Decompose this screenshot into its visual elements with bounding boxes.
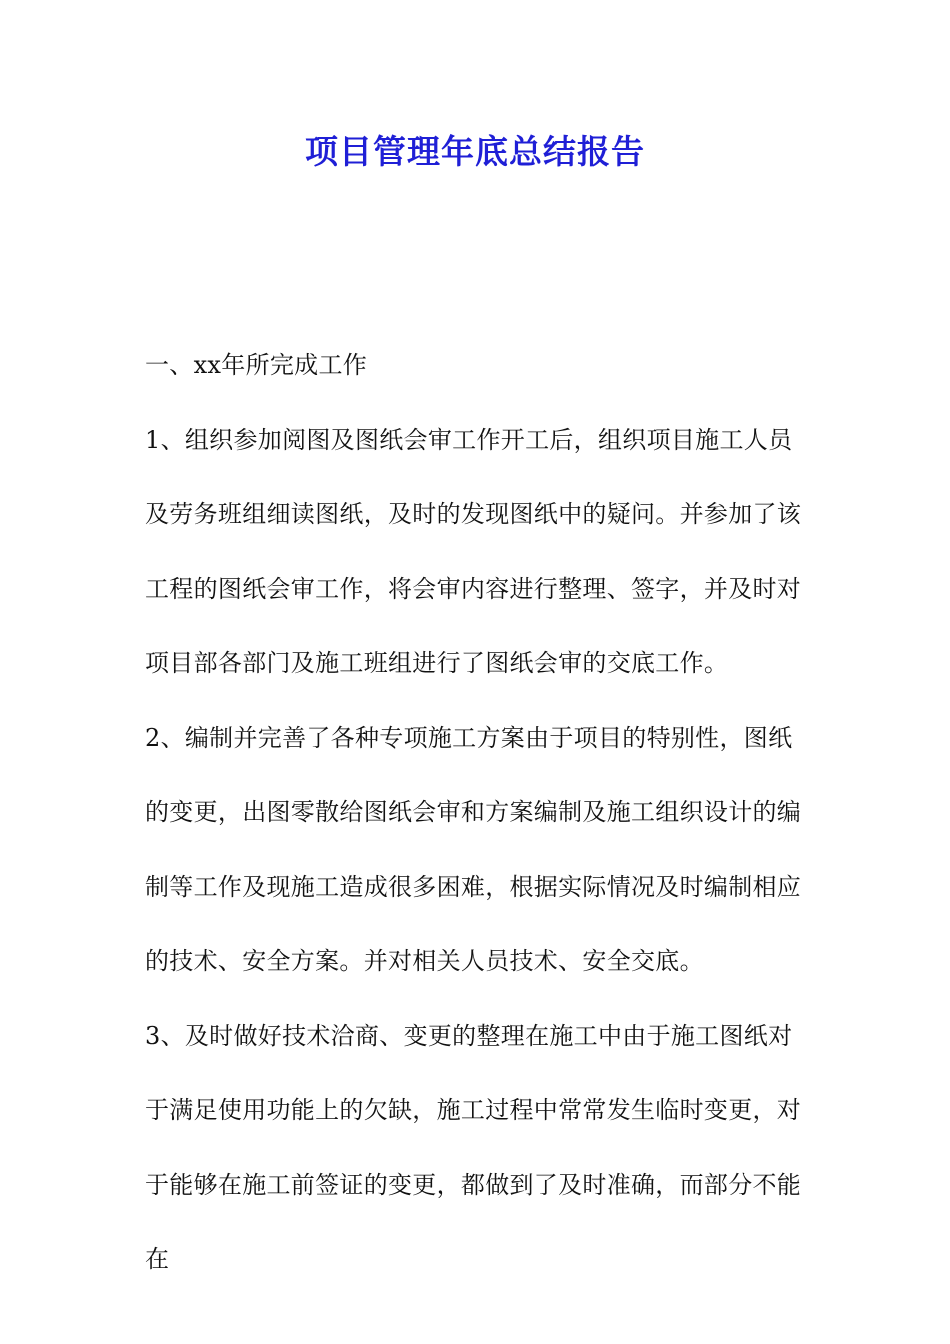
document-body (145, 328, 807, 1297)
paragraph-3: 3、及时做好技术洽商、变更的整理在施工中由于施工图纸对于满足使用功能上的欠缺，施工过程中常常发生临时变更，对于能够在施工前签证的变更，都做到了及时准确，而部分不能在 (145, 1021, 802, 1273)
paragraph-1: 1、组织参加阅图及图纸会审工作开工后，组织项目施工人员及劳务班组细读图纸，及时的发现图纸中的疑问。并参加了该工程的图纸会审工作，将会审内容进行整理、签字，并及时对项目部各部门及施工班组进行了图纸会审的交底工作。 (145, 425, 802, 677)
section-heading: 一、xx年所完成工作 (145, 351, 368, 379)
document-title: 项目管理年底总结报告 (305, 132, 645, 171)
paragraph-2: 2、编制并完善了各种专项施工方案由于项目的特别性，图纸的变更，出图零散给图纸会审和方案编制及施工组织设计的编制等工作及现施工造成很多困难，根据实际情况及时编制相应的技术、安全方案。并对相关人员技术、安全交底。 (145, 723, 802, 975)
